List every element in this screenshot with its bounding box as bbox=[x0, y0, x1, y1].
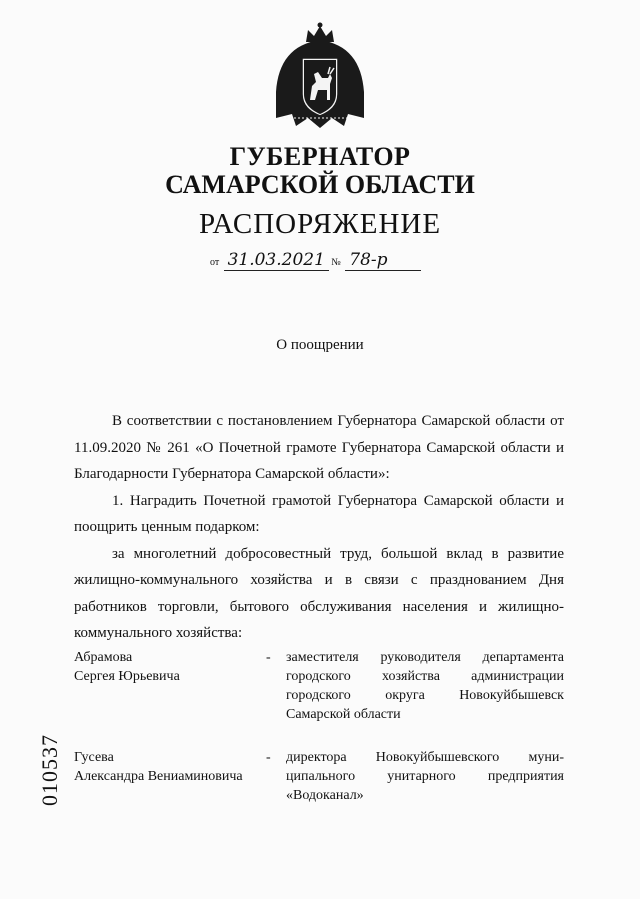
coat-of-arms-emblem bbox=[272, 22, 368, 132]
document-body bbox=[74, 408, 564, 647]
awardee-surname: Гусева bbox=[74, 750, 114, 765]
document-subject: О поощрении bbox=[276, 337, 364, 353]
date-number-line bbox=[210, 250, 421, 271]
awardee-dash: - bbox=[266, 750, 271, 765]
preamble-paragraph: В соответствии с постановлением Губернатора Самарской области от 11.09.2020 № 261 «О Почетной грамоте Губернатора Самарской области и Благодарности Губернатора Самарской области»: bbox=[74, 413, 564, 482]
awardee-row bbox=[74, 748, 564, 805]
document-type-title: РАСПОРЯЖЕНИЕ bbox=[198, 208, 442, 240]
title-region: САМАРСКОЙ ОБЛАСТИ bbox=[165, 170, 475, 199]
reason-paragraph: за многолетний добросовестный труд, большой вклад в развитие жилищно-коммунального хозяйства и в связи с празднованием Дня работников торговли, бытового обслуживания населения и жилищно-коммунального хозяйства: bbox=[74, 545, 564, 641]
number-prefix: № bbox=[331, 257, 341, 268]
document-date: 31.03.2021 bbox=[227, 250, 325, 270]
awardee-given-name: Сергея Юрьевича bbox=[74, 669, 180, 684]
serial-number: 010537 bbox=[37, 734, 62, 806]
awardee-position: директора Новокуйбышевского муни-ципального унитарного предприятия «Водоканал» bbox=[286, 750, 564, 803]
item-1-paragraph: 1. Наградить Почетной грамотой Губернатора Самарской области и поощрить ценным подарком: bbox=[74, 492, 564, 535]
awardee-given-name: Александра Вениаминовича bbox=[74, 769, 243, 784]
awardee-position: заместителя руководителя департамента городского хозяйства администрации городского округа Новокуйбышевск Самарской области bbox=[286, 650, 564, 722]
awardee-name bbox=[74, 648, 266, 724]
awardee-row bbox=[74, 648, 564, 724]
awardee-dash: - bbox=[266, 650, 271, 665]
serial-number-stamp bbox=[30, 700, 70, 840]
date-prefix: от bbox=[210, 257, 220, 268]
title-governor: ГУБЕРНАТОР bbox=[229, 142, 411, 171]
document-number: 78-р bbox=[349, 250, 388, 270]
awardees-list bbox=[74, 648, 564, 805]
awardee-surname: Абрамова bbox=[74, 650, 133, 665]
awardee-name bbox=[74, 748, 266, 805]
